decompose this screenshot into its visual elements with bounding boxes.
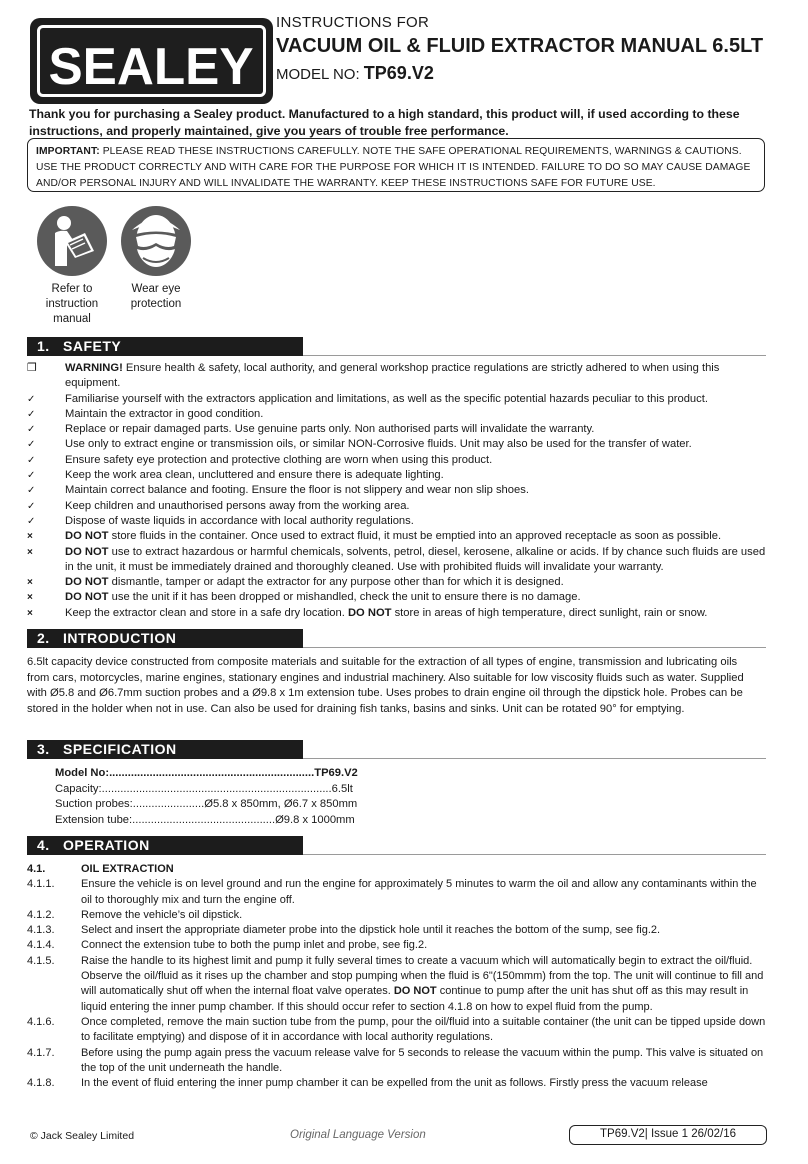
operation-list	[27, 862, 767, 1091]
model-label: MODEL NO:	[276, 66, 360, 83]
tick-icon: ✓	[27, 470, 36, 482]
model-line	[276, 63, 434, 84]
safety-item-text: use the unit if it has been dropped or mishandled, check the unit to ensure there is no damage.	[108, 591, 581, 604]
footer-copyright: © Jack Sealey Limited	[30, 1130, 135, 1142]
operation-step	[27, 938, 767, 953]
safety-item	[27, 483, 767, 498]
instructions-for: INSTRUCTIONS FOR	[276, 14, 430, 31]
step-text: Before using the pump again press the vacuum release valve for 5 seconds to release the vacuum within the pump. This valve is situated on the top of the unit underneath the handle.	[81, 1046, 764, 1074]
operation-step	[27, 877, 767, 908]
thank-you-text: Thank you for purchasing a Sealey product. Manufactured to a high standard, this product will, if used according to these instructions, and properly maintained, give you years of trouble free performance.	[29, 107, 740, 138]
cross-icon: ×	[27, 592, 33, 604]
step-number: 4.1.4.	[27, 939, 55, 952]
introduction-text: 6.5lt capacity device constructed from composite materials and suitable for the extraction of all types of engine, transmission and lubricating oils from cars, motorcycles, marine engines, stationary engines and industrial machinery. Also suitable for low viscosity fluids such as water. Supplied with Ø5.8 and Ø6.7mm suction probes and a Ø9.8 x 1m extension tube. Uses probes to drain engine oil through the dipstick hole. Probes can be stored in the holder when not in use. Can also be used for draining fish tanks, basins and sinks. Unit can be rotated 90° for emptying.	[27, 656, 744, 715]
safety-item	[27, 514, 767, 529]
safety-item-text: Replace or repair damaged parts. Use genuine parts only. Non authorised parts will invalidate the warranty.	[65, 423, 595, 436]
safety-item-text: store fluids in the container. Once used to extract fluid, it must be emptied into an approved receptacle as soon as possible.	[108, 530, 722, 543]
safety-item-text: store in areas of high temperature, direct sunlight, rain or snow.	[391, 606, 708, 619]
logo-wordmark	[30, 18, 273, 104]
safety-item-text: Maintain correct balance and footing. Ensure the floor is not slippery and wear non slip shoes.	[65, 484, 529, 497]
step-text: Ensure the vehicle is on level ground and run the engine for approximately 5 minutes to warm the oil and allow any contaminants within the oil to thoroughly mix and turn the engine off.	[81, 878, 757, 906]
operation-step	[27, 954, 767, 1015]
spec-dots: ..........................................................................	[101, 782, 332, 795]
spec-row	[55, 766, 358, 782]
tick-icon: ✓	[27, 424, 36, 436]
safety-item	[27, 606, 767, 621]
spec-row	[55, 797, 358, 813]
safety-item-emphasis: WARNING!	[65, 362, 123, 374]
spec-label: Model No:	[55, 767, 110, 779]
step-number: 4.1.7.	[27, 1046, 55, 1059]
step-number: 4.1.8.	[27, 1077, 55, 1090]
specification-list	[55, 766, 358, 828]
step-number: 4.1.3.	[27, 924, 55, 937]
safety-item-emphasis: DO NOT	[65, 530, 109, 543]
safety-item-emphasis: DO NOT	[65, 591, 109, 604]
step-number: 4.1.5.	[27, 954, 55, 967]
safety-item	[27, 545, 767, 576]
document-title: VACUUM OIL & FLUID EXTRACTOR MANUAL 6.5LT	[276, 35, 764, 57]
safety-item	[27, 529, 767, 544]
operation-step	[27, 923, 767, 938]
section-specification-heading: 3. SPECIFICATION	[27, 740, 303, 759]
step-text: Connect the extension tube to both the pump inlet and probe, see fig.2.	[81, 939, 428, 952]
step-text: Raise the handle to its highest limit and pump it fully several times to create a vacuum which will automatically begin to extract the oil/fluid. Observe the oil/fluid as it rises up the chamber and stop pumping when the fluid is 6"(150mmm) from the top. The unit will continue to fill and will automatically shut off when the internal float valve operates.	[81, 954, 764, 998]
important-text: PLEASE READ THESE INSTRUCTIONS CAREFULLY. NOTE THE SAFE OPERATIONAL REQUIREMENTS, WARNINGS & CAUTIONS. USE THE PRODUCT CORRECTLY AND WITH CARE FOR THE PURPOSE FOR WHICH IT IS INTENDED. FAILURE TO DO SO MAY CAUSE DAMAGE AND/OR PERSONAL INJURY AND WILL INVALIDATE THE WARRANTY. KEEP THESE INSTRUCTIONS SAFE FOR FUTURE USE.	[36, 146, 751, 189]
step-number: 4.1.1.	[27, 878, 55, 891]
footer-language: Original Language Version	[290, 1129, 426, 1141]
section-operation-heading: 4. OPERATION	[27, 836, 303, 855]
safety-item	[27, 437, 767, 452]
step-text: Remove the vehicle’s oil dipstick.	[81, 908, 243, 921]
section-rule	[303, 647, 766, 648]
cross-icon: ×	[27, 607, 33, 619]
tick-icon: ✓	[27, 500, 36, 512]
safety-item	[27, 422, 767, 437]
sealey-logo	[30, 18, 273, 104]
safety-item-emphasis: DO NOT	[65, 576, 109, 589]
important-label: IMPORTANT:	[36, 146, 100, 157]
checkbox-icon: ❒	[27, 362, 37, 374]
section-safety-heading: 1. SAFETY	[27, 337, 303, 356]
tick-icon: ✓	[27, 393, 36, 405]
eye-protection-block	[116, 206, 196, 312]
step-number: 4.1.	[27, 863, 46, 875]
spec-label: Capacity:	[55, 782, 102, 795]
safety-item-text: Keep children and unauthorised persons away from the working area.	[65, 499, 410, 512]
safety-item	[27, 453, 767, 468]
tick-icon: ✓	[27, 439, 36, 451]
tick-icon: ✓	[27, 454, 36, 466]
cross-icon: ×	[27, 531, 33, 543]
safety-item-text: Keep the extractor clean and store in a safe dry location.	[65, 606, 348, 619]
operation-step	[27, 1046, 767, 1077]
spec-value: Ø9.8 x 1000mm	[275, 813, 355, 826]
section-rule	[303, 758, 766, 759]
safety-item-text: Dispose of waste liquids in accordance with local authority regulations.	[65, 514, 414, 527]
spec-dots: ..............................................	[132, 813, 276, 826]
safety-item-text: Keep the work area clean, uncluttered and ensure there is adequate lighting.	[65, 469, 444, 482]
step-emphasis: DO NOT	[393, 985, 437, 998]
spec-label: Suction probes:	[55, 798, 133, 810]
tick-icon: ✓	[27, 408, 36, 420]
operation-step	[27, 862, 767, 877]
logo-text: SEALEY	[48, 38, 254, 96]
read-manual-icon	[37, 206, 107, 276]
spec-value: TP69.V2	[314, 767, 358, 779]
safety-list	[27, 361, 767, 621]
spec-label: Extension tube:	[55, 813, 133, 826]
spec-dots: .......................	[132, 798, 205, 810]
safety-item-text: Maintain the extractor in good condition.	[65, 407, 264, 420]
operation-step	[27, 908, 767, 923]
safety-item-text: Use only to extract engine or transmission oils, or similar NON-Corrosive fluids. Unit may also be used for the transfer of water.	[65, 438, 692, 451]
section-introduction-heading: 2. INTRODUCTION	[27, 629, 303, 648]
safety-item	[27, 575, 767, 590]
step-text: Once completed, remove the main suction tube from the pump, pour the oil/fluid into a suitable container (the unit can be tipped upside down to facilitate emptying) and dispose of it in accordance with local authority regulations.	[81, 1015, 766, 1044]
read-manual-block	[32, 206, 112, 327]
read-manual-caption: Refer to instruction manual	[45, 283, 99, 325]
safety-item-text: dismantle, tamper or adapt the extractor for any purpose other than for which it is designed.	[108, 576, 564, 589]
eye-protection-icon	[121, 206, 191, 276]
operation-step	[27, 1076, 767, 1091]
section-rule	[303, 355, 766, 356]
step-heading: OIL EXTRACTION	[81, 863, 174, 875]
cross-icon: ×	[27, 546, 33, 558]
step-number: 4.1.2.	[27, 908, 55, 921]
step-number: 4.1.6.	[27, 1015, 55, 1028]
safety-item	[27, 590, 767, 605]
spec-row	[55, 813, 358, 829]
tick-icon: ✓	[27, 515, 36, 527]
step-text: Select and insert the appropriate diameter probe into the dipstick hole until it reaches the bottom of the sump, see fig.2.	[81, 924, 661, 937]
footer-issue: TP69.V2| Issue 1 26/02/16	[569, 1125, 767, 1145]
safety-item-emphasis: DO NOT	[65, 545, 109, 558]
safety-item	[27, 499, 767, 514]
section-rule	[303, 854, 766, 855]
tick-icon: ✓	[27, 485, 36, 497]
safety-item-text: Ensure safety eye protection and protective clothing are worn when using this product.	[65, 453, 493, 466]
operation-step	[27, 1015, 767, 1046]
safety-item	[27, 392, 767, 407]
spec-row	[55, 782, 358, 798]
safety-item	[27, 361, 767, 392]
safety-item	[27, 468, 767, 483]
safety-item	[27, 407, 767, 422]
safety-item-text: Ensure health & safety, local authority, and general workshop practice regulations are strictly adhered to when using this equipment.	[65, 362, 720, 390]
safety-item-text: use to extract hazardous or harmful chemicals, solvents, petrol, diesel, kerosene, alkaline or acids. If by chance such fluids are used in the unit, it must be immediately drained and thoroughly cleaned. Use with prohibited fluids will invalidate your warranty.	[65, 545, 766, 573]
cross-icon: ×	[27, 577, 33, 589]
spec-value: Ø5.8 x 850mm, Ø6.7 x 850mm	[204, 798, 358, 810]
spec-value: 6.5lt	[331, 782, 353, 795]
eye-protection-caption: Wear eye protection	[130, 283, 182, 310]
model-value: TP69.V2	[363, 63, 434, 83]
step-text: In the event of fluid entering the inner pump chamber it can be expelled from the unit as follows. Firstly press the vacuum release	[81, 1077, 708, 1090]
safety-item-text: Familiarise yourself with the extractors application and limitations, as well as the specific potential hazards peculiar to this product.	[65, 392, 708, 405]
spec-dots: ..................................................................	[109, 767, 315, 779]
important-notice	[27, 138, 765, 192]
safety-item-emphasis: DO NOT	[347, 606, 392, 619]
step-text: continue to pump after the unit has shut off as this may result in liquid entering the inner pump chamber. If this should occur refer to section 4.1.8 on how to expel fluid from the pump.	[81, 985, 749, 1013]
